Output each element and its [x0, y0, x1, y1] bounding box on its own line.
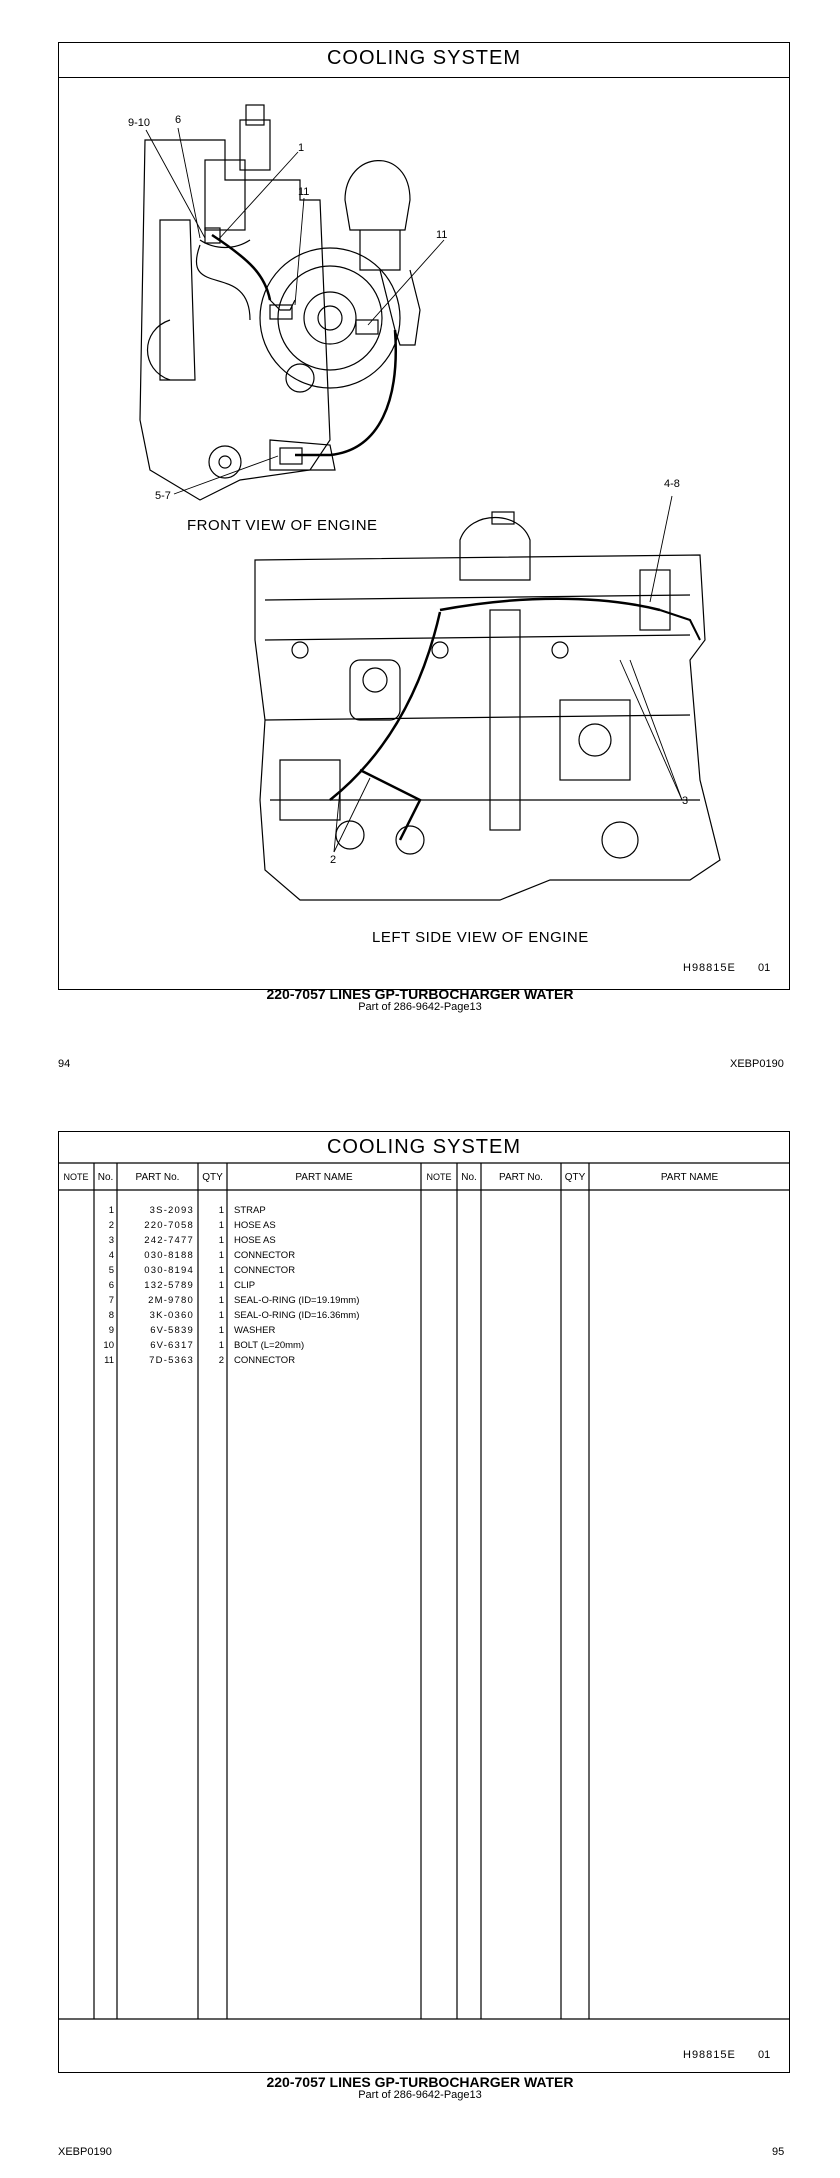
doc-id: XEBP0190	[730, 1058, 784, 1070]
engine-illustration	[0, 0, 840, 1000]
col-header-no-2: No.	[461, 1172, 477, 1183]
figure-subcaption: Part of 286-9642-Page13	[358, 1001, 482, 1013]
col-header-part-name-2: PART NAME	[660, 1172, 719, 1183]
figure-caption: 220-7057 LINES GP-TURBOCHARGER WATER	[266, 986, 574, 1002]
callout-2: 2	[330, 854, 337, 866]
col-header-qty-2: QTY	[564, 1172, 586, 1183]
figure-subcaption-2: Part of 286-9642-Page13	[358, 2089, 482, 2101]
callout-9-10: 9-10	[128, 117, 151, 129]
col-header-no: No.	[97, 1172, 114, 1183]
callout-4-8: 4-8	[664, 478, 680, 490]
page-number: 94	[58, 1058, 71, 1070]
figure-id-2: H98815E	[683, 2049, 736, 2061]
callout-3: 3	[682, 795, 689, 807]
col-header-note-2: NOTE	[426, 1172, 452, 1182]
figure-caption-2: 220-7057 LINES GP-TURBOCHARGER WATER	[266, 2074, 574, 2090]
front-view-label: FRONT VIEW OF ENGINE	[187, 517, 378, 534]
col-header-note: NOTE	[63, 1172, 89, 1182]
figure-rev-2: 01	[758, 2049, 771, 2061]
col-header-part-no: PART No.	[135, 1172, 180, 1183]
col-header-part-no-2: PART No.	[499, 1172, 543, 1183]
callout-5-7: 5-7	[155, 490, 171, 502]
doc-id-2: XEBP0190	[58, 2146, 112, 2158]
figure-rev: 01	[758, 962, 771, 974]
col-header-qty: QTY	[202, 1172, 223, 1183]
callout-6: 6	[175, 114, 182, 126]
page-title: COOLING SYSTEM	[326, 47, 522, 69]
callout-1: 1	[298, 142, 305, 154]
page-title: COOLING SYSTEM	[326, 1136, 522, 1158]
callout-11a: 11	[298, 186, 310, 198]
col-header-part-name: PART NAME	[295, 1172, 353, 1183]
callout-11b: 11	[436, 229, 448, 241]
page-number-2: 95	[772, 2146, 785, 2158]
left-view-label: LEFT SIDE VIEW OF ENGINE	[372, 929, 589, 946]
figure-id: H98815E	[683, 962, 736, 974]
